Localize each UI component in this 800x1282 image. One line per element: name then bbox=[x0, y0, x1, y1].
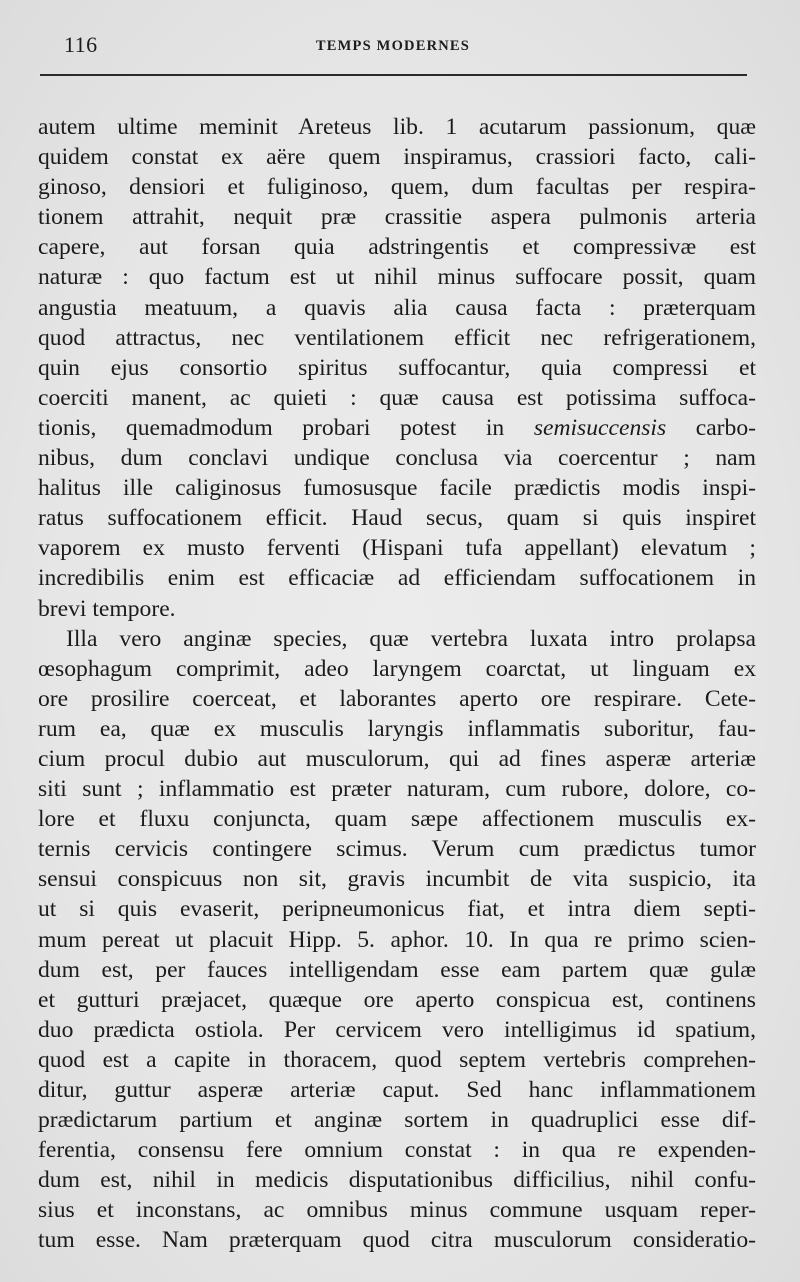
text-line: ternis cervicis contingere scimus. Verum cum prædictus tumor bbox=[38, 836, 756, 863]
text-line: Illa vero anginæ species, quæ vertebra luxata intro prolapsa bbox=[66, 625, 756, 652]
text-line: ratus suffocationem efficit. Haud secus, quam si quis inspiret bbox=[38, 505, 756, 532]
text-line: nibus, dum conclavi undique conclusa via coercentur ; nam bbox=[38, 445, 756, 472]
text-line: mum pereat ut placuit Hipp. 5. aphor. 10. In qua re primo scien- bbox=[38, 926, 756, 953]
text-line: duo prædicta ostiola. Per cervicem vero intelligimus id spatium, bbox=[38, 1016, 756, 1043]
text-line: cium procul dubio aut musculorum, qui ad fines asperæ arteriæ bbox=[38, 745, 756, 772]
text-line: quod est a capite in thoracem, quod septem vertebris comprehen- bbox=[38, 1046, 756, 1073]
header-rule bbox=[40, 74, 747, 76]
text-line: dum est, nihil in medicis disputationibus difficilius, nihil confu- bbox=[38, 1167, 756, 1194]
running-head: TEMPS MODERNES bbox=[315, 38, 471, 54]
text-line: œsophagum comprimit, adeo laryngem coarctat, ut linguam ex bbox=[38, 655, 756, 682]
body-text bbox=[38, 112, 756, 1256]
text-line: quidem constat ex aëre quem inspiramus, crassiori facto, cali- bbox=[38, 144, 756, 171]
text-line: lore et fluxu conjuncta, quam sæpe affectionem musculis ex- bbox=[38, 806, 756, 833]
text-line-with-italic bbox=[38, 413, 756, 443]
text-line: vaporem ex musto ferventi (Hispani tufa appellant) elevatum ; bbox=[38, 535, 756, 562]
text-line: sensui conspicuus non sit, gravis incumbit de vita suspicio, ita bbox=[38, 866, 756, 893]
text-line: incredibilis enim est efficaciæ ad efficiendam suffocationem in bbox=[38, 565, 756, 592]
text-line: ut si quis evaserit, peripneumonicus fiat, et intra diem septi- bbox=[38, 896, 756, 923]
page-number: 116 bbox=[64, 32, 98, 57]
text-line: tionem attrahit, nequit præ crassitie aspera pulmonis arteria bbox=[38, 204, 756, 231]
text-line: coerciti manent, ac quieti : quæ causa est potissima suffoca- bbox=[38, 384, 756, 411]
text-line: naturæ : quo factum est ut nihil minus suffocare possit, quam bbox=[38, 264, 756, 291]
text-line: ore prosilire coerceat, et laborantes aperto ore respirare. Cete- bbox=[38, 685, 756, 712]
text-line: sius et inconstans, ac omnibus minus commune usquam reper- bbox=[38, 1197, 756, 1224]
text-line: quod attractus, nec ventilationem efficit nec refrigerationem, bbox=[38, 324, 756, 351]
text-line: ginoso, densiori et fuliginoso, quem, dum facultas per respira- bbox=[38, 174, 756, 201]
text-line: prædictarum partium et anginæ sortem in quadruplici esse dif- bbox=[38, 1107, 756, 1134]
text-line: tum esse. Nam præterquam quod citra musculorum consideratio- bbox=[38, 1227, 756, 1254]
text-segment: carbo- bbox=[666, 414, 756, 441]
text-line: autem ultime meminit Areteus lib. 1 acutarum passionum, quæ bbox=[38, 114, 756, 140]
text-line: dum est, per fauces intelligendam esse eam partem quæ gulæ bbox=[38, 956, 756, 983]
page-header bbox=[38, 30, 748, 64]
italic-term: semisuccensis bbox=[533, 414, 667, 441]
text-line: halitus ille caliginosus fumosusque facile prædictis modis inspi- bbox=[38, 475, 756, 502]
text-segment: tionis, quemadmodum probari potest in bbox=[38, 414, 505, 441]
text-line: et gutturi præjacet, quæque ore aperto conspicua est, continens bbox=[38, 986, 756, 1013]
text-line: angustia meatuum, a quavis alia causa facta : præterquam bbox=[38, 294, 756, 321]
text-line: capere, aut forsan quia adstringentis et compressivæ est bbox=[38, 234, 756, 261]
text-line: quin ejus consortio spiritus suffocantur, quia compressi et bbox=[38, 354, 756, 381]
text-line: ferentia, consensu fere omnium constat : in qua re expenden- bbox=[38, 1137, 756, 1164]
text-line: rum ea, quæ ex musculis laryngis inflammatis suboritur, fau- bbox=[38, 715, 756, 742]
text-line: brevi tempore. bbox=[38, 595, 176, 622]
text-line: siti sunt ; inflammatio est præter naturam, cum rubore, dolore, co- bbox=[38, 776, 756, 803]
text-line: ditur, guttur asperæ arteriæ caput. Sed hanc inflammationem bbox=[38, 1077, 756, 1103]
